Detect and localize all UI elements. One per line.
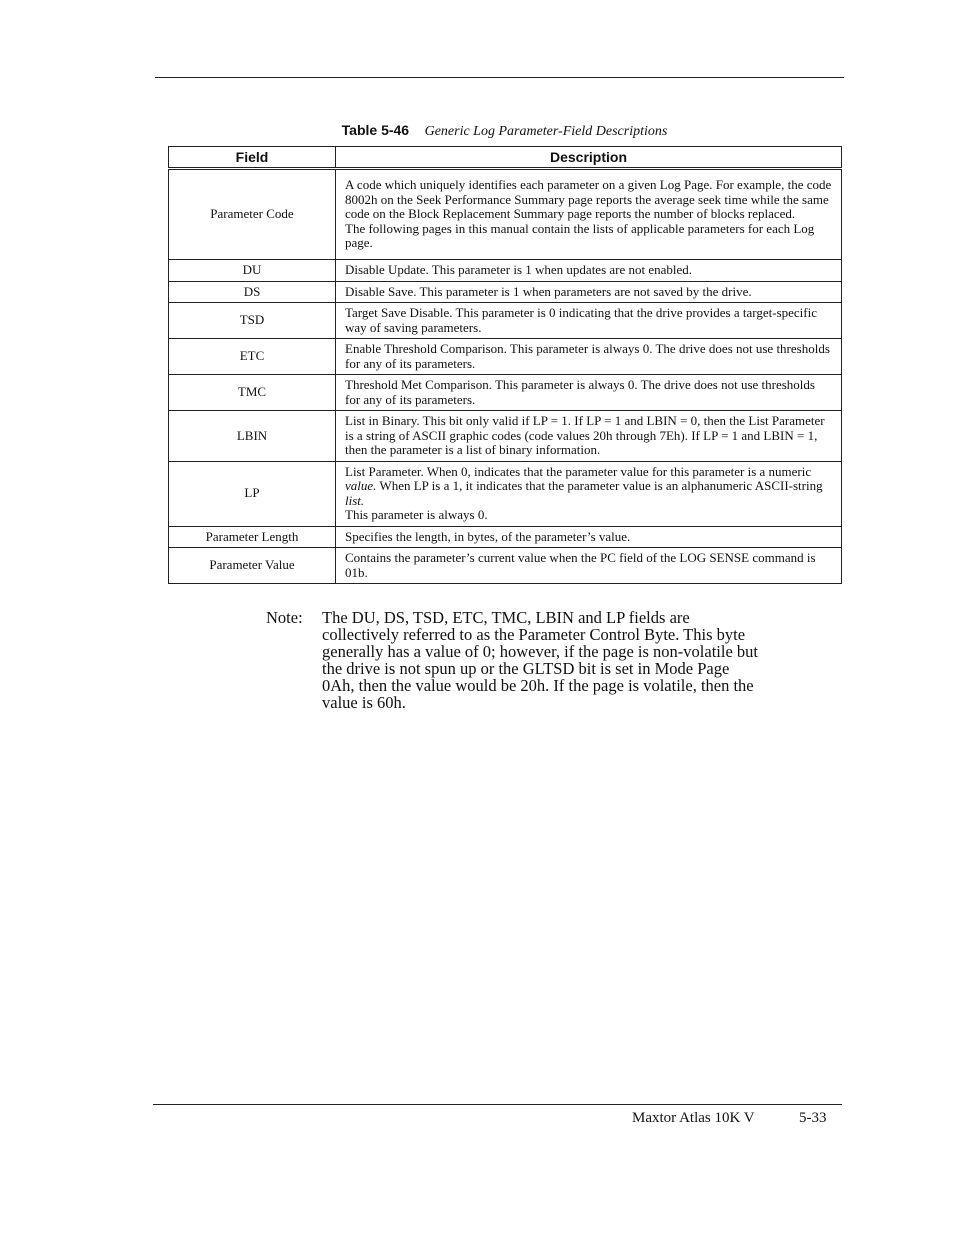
description-cell: Enable Threshold Comparison. This parameter is always 0. The drive does not use thresholds for any of its parameters. — [336, 339, 842, 375]
description-cell: Specifies the length, in bytes, of the parameter’s value. — [336, 526, 842, 548]
field-cell: Parameter Code — [169, 169, 336, 260]
field-cell: DS — [169, 281, 336, 303]
footer-rule — [153, 1104, 842, 1105]
field-cell: LBIN — [169, 411, 336, 462]
table-row — [169, 461, 842, 526]
table-row — [169, 260, 842, 282]
description-text-part: List Parameter. When 0, indicates that the parameter value for this parameter is a numeric — [345, 463, 812, 479]
column-header-field: Field — [169, 147, 336, 169]
description-cell — [336, 169, 842, 260]
table-number: Table 5-46 — [341, 122, 410, 138]
description-cell: Disable Save. This parameter is 1 when parameters are not saved by the drive. — [336, 281, 842, 303]
table-row — [169, 339, 842, 375]
parameter-field-table — [168, 146, 842, 584]
table-title: Generic Log Parameter-Field Descriptions — [424, 124, 668, 139]
table-row — [169, 169, 842, 260]
table-row — [169, 303, 842, 339]
field-cell: LP — [169, 461, 336, 526]
table-caption — [168, 122, 841, 140]
description-text: This parameter is always 0. — [345, 507, 488, 522]
field-cell: TSD — [169, 303, 336, 339]
description-italic-term: value. — [345, 478, 377, 493]
field-cell: TMC — [169, 375, 336, 411]
footer-page-number: 5-33 — [799, 1110, 827, 1126]
note-label: Note: — [266, 608, 303, 627]
description-cell: Contains the parameter’s current value when the PC field of the LOG SENSE command is 01b. — [336, 548, 842, 584]
field-cell: Parameter Length — [169, 526, 336, 548]
field-cell: Parameter Value — [169, 548, 336, 584]
description-cell — [336, 461, 842, 526]
table-row — [169, 281, 842, 303]
table-row — [169, 526, 842, 548]
table-row — [169, 411, 842, 462]
column-header-description: Description — [336, 147, 842, 169]
table-header-row — [169, 147, 842, 169]
description-cell: Disable Update. This parameter is 1 when updates are not enabled. — [336, 260, 842, 282]
header-rule — [155, 77, 844, 78]
description-italic-term: list. — [345, 492, 365, 508]
table-row — [169, 375, 842, 411]
description-cell: Target Save Disable. This parameter is 0 indicating that the drive provides a target-specific way of saving parameters. — [336, 303, 842, 339]
note-text: The DU, DS, TSD, ETC, TMC, LBIN and LP fields are collectively referred to as the Parameter Control Byte. This byte generally has a value of 0; however, if the page is non-volatile but the drive is not spun up or the GLTSD bit is set in Mode Page 0Ah, then the value would be 20h. If the page is volatile, then the value is 60h. — [322, 608, 758, 712]
field-cell: ETC — [169, 339, 336, 375]
description-text-part: When LP is a 1, it indicates that the parameter value is an alphanumeric ASCII-string — [376, 478, 823, 493]
table-row — [169, 548, 842, 584]
description-text: A code which uniquely identifies each parameter on a given Log Page. For example, the code 8002h on the Seek Performance Summary page reports the average seek time while the same code on the Block Replacement Summary page reports the number of blocks replaced. — [345, 177, 832, 222]
description-text: The following pages in this manual contain the lists of applicable parameters for each Log page. — [345, 220, 815, 251]
field-cell: DU — [169, 260, 336, 282]
description-cell: Threshold Met Comparison. This parameter is always 0. The drive does not use thresholds for any of its parameters. — [336, 375, 842, 411]
description-cell: List in Binary. This bit only valid if LP = 1. If LP = 1 and LBIN = 0, then the List Parameter is a string of ASCII graphic codes (code values 20h through 7Eh). If LP = 1 and LBIN = 1, then the parameter is a list of binary information. — [336, 411, 842, 462]
description-text — [345, 465, 833, 509]
footer-document-title: Maxtor Atlas 10K V — [632, 1110, 755, 1126]
